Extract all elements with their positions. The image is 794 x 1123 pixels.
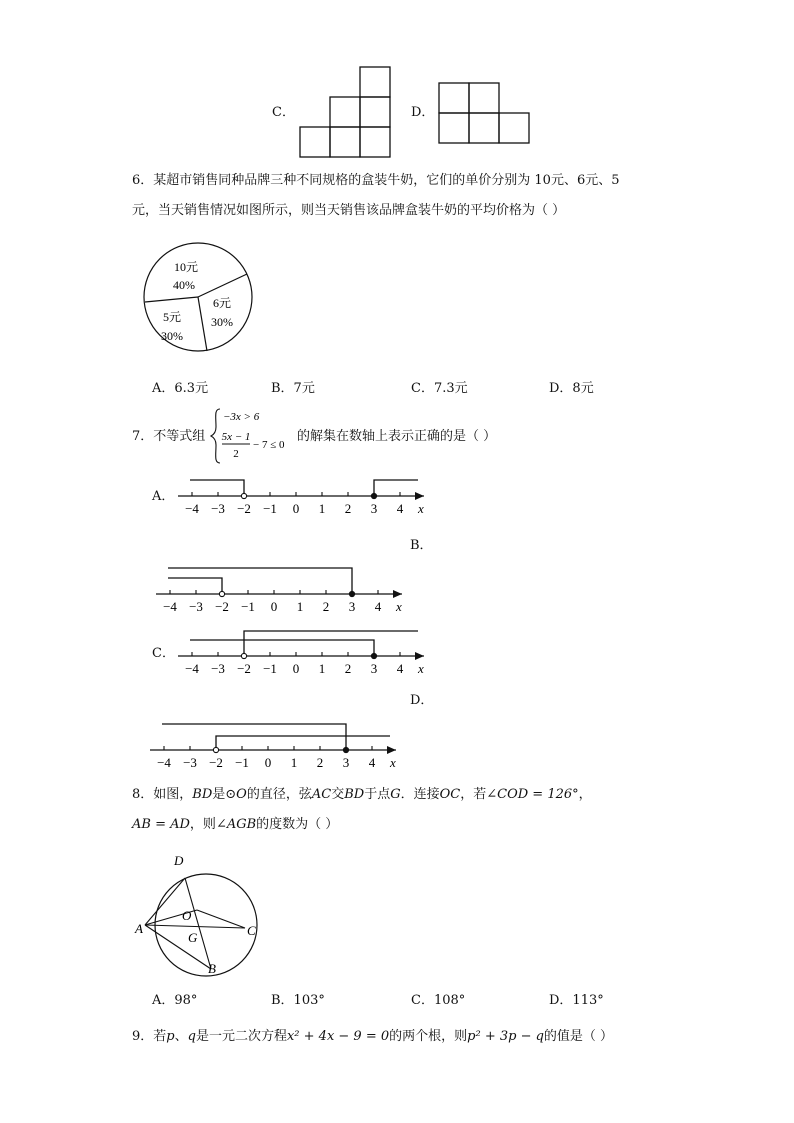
q8-circle-figure bbox=[130, 848, 270, 978]
q6-pie-chart bbox=[130, 240, 274, 360]
axis-var-label: x bbox=[390, 755, 396, 770]
q7-suffix: 的解集在数轴上表示正确的是（ ） bbox=[297, 429, 497, 444]
point-o: O bbox=[182, 908, 192, 923]
tick-label: 4 bbox=[368, 755, 376, 770]
point-c: C bbox=[247, 923, 256, 938]
axis-arrow-icon bbox=[415, 652, 424, 660]
closed-point bbox=[371, 493, 376, 498]
tick-label: −3 bbox=[211, 501, 225, 516]
pie-divider-c bbox=[145, 297, 198, 302]
tick-label: 4 bbox=[396, 661, 404, 676]
tick-label: −2 bbox=[215, 599, 229, 614]
open-point bbox=[213, 747, 218, 752]
tick-label: −3 bbox=[189, 599, 203, 614]
tick-label: 2 bbox=[316, 755, 324, 770]
tick-label: 3 bbox=[342, 755, 350, 770]
q6-option-a: A．6.3元 bbox=[152, 381, 209, 396]
q8-line1: 8．如图，BD是⊙O的直径，弦AC交BD于点G．连接OC，若∠COD = 126°， bbox=[132, 787, 592, 802]
circle-o bbox=[155, 874, 257, 976]
tick-label: 1 bbox=[318, 501, 326, 516]
q8-line2: AB = AD，则∠AGB的度数为（ ） bbox=[132, 817, 339, 832]
point-d: D bbox=[174, 853, 184, 868]
closed-point bbox=[371, 653, 376, 658]
tick-label: 4 bbox=[374, 599, 382, 614]
q7-number-line-b bbox=[154, 556, 424, 618]
pie-divider-a bbox=[198, 274, 247, 297]
pie-slice-label-5: 5元 bbox=[162, 310, 182, 324]
q5-figure-c bbox=[296, 64, 392, 160]
tick-label: 3 bbox=[370, 501, 378, 516]
q7-ineq2-num: 5x − 1 bbox=[221, 431, 251, 443]
tick-label: 0 bbox=[264, 755, 272, 770]
axis-arrow-icon bbox=[393, 590, 402, 598]
pie-slice-label-6: 6元 bbox=[212, 296, 232, 310]
q7-ineq1: −3x > 6 bbox=[223, 411, 260, 423]
tick-label: −1 bbox=[263, 501, 277, 516]
q6-option-c: C．7.3元 bbox=[411, 381, 468, 396]
pie-slice-pct-6: 30% bbox=[211, 315, 233, 329]
tick-label: −2 bbox=[237, 501, 251, 516]
open-point bbox=[241, 493, 246, 498]
tick-label: −2 bbox=[209, 755, 223, 770]
tick-label: −1 bbox=[235, 755, 249, 770]
brace-icon bbox=[211, 409, 220, 463]
tick-label: 1 bbox=[318, 661, 326, 676]
tick-label: 2 bbox=[322, 599, 330, 614]
q7-label-c: C． bbox=[152, 646, 175, 661]
tick-label: 0 bbox=[292, 501, 300, 516]
tick-label: 1 bbox=[290, 755, 298, 770]
q7-number-line-d bbox=[148, 712, 418, 774]
pie-slice-pct-10: 40% bbox=[173, 278, 195, 292]
pie-divider-b bbox=[198, 297, 207, 351]
tick-label: −4 bbox=[185, 501, 199, 516]
tick-label: 0 bbox=[292, 661, 300, 676]
q7-ineq2-den: 2 bbox=[233, 448, 239, 460]
q9-line: 9．若p、q是一元二次方程x² + 4x − 9 = 0的两个根，则p² + 3p − q的值是（ ） bbox=[132, 1029, 614, 1044]
tick-label: 3 bbox=[348, 599, 356, 614]
axis-var-label: x bbox=[396, 599, 402, 614]
axis-arrow-icon bbox=[387, 746, 396, 754]
tick-label: −4 bbox=[163, 599, 177, 614]
q7-ineq2-rest: − 7 ≤ 0 bbox=[253, 439, 285, 451]
axis-var-label: x bbox=[418, 661, 424, 676]
q8-option-b: B．103° bbox=[271, 993, 325, 1008]
open-point bbox=[241, 653, 246, 658]
q7-label-a: A． bbox=[152, 489, 175, 504]
point-a: A bbox=[135, 921, 143, 936]
tick-label: 3 bbox=[370, 661, 378, 676]
point-b: B bbox=[208, 961, 216, 976]
tick-label: −1 bbox=[263, 661, 277, 676]
axis-var-label: x bbox=[418, 501, 424, 516]
q7-number-line-a bbox=[176, 470, 446, 520]
q6-line1: 6．某超市销售同种品牌三种不同规格的盒装牛奶，它们的单价分别为 10元、6元、5 bbox=[132, 173, 620, 188]
tick-label: 2 bbox=[344, 501, 352, 516]
tick-label: −1 bbox=[241, 599, 255, 614]
q8-option-c: C．108° bbox=[411, 993, 466, 1008]
tick-label: 0 bbox=[270, 599, 278, 614]
tick-label: −2 bbox=[237, 661, 251, 676]
point-g: G bbox=[188, 930, 198, 945]
pie-slice-label-10: 10元 bbox=[173, 260, 199, 274]
q8-option-a: A．98° bbox=[152, 993, 198, 1008]
q7-label-d: D． bbox=[410, 693, 434, 708]
tick-label: −3 bbox=[183, 755, 197, 770]
tick-label: −4 bbox=[157, 755, 171, 770]
tick-label: −4 bbox=[185, 661, 199, 676]
pie-slice-pct-5: 30% bbox=[161, 329, 183, 343]
q5-figure-d bbox=[436, 80, 532, 146]
solution-ray bbox=[374, 480, 418, 496]
q5-label-c: C． bbox=[272, 105, 295, 120]
closed-point bbox=[349, 591, 354, 596]
q5-label-d: D． bbox=[411, 105, 435, 120]
axis-arrow-icon bbox=[415, 492, 424, 500]
q7-prefix: 7．不等式组 bbox=[132, 429, 206, 444]
tick-label: 4 bbox=[396, 501, 404, 516]
tick-label: 2 bbox=[344, 661, 352, 676]
solution-ray bbox=[190, 480, 244, 496]
solution-ray bbox=[168, 578, 222, 594]
tick-label: 1 bbox=[296, 599, 304, 614]
q7-label-b: B． bbox=[410, 538, 433, 553]
q7-inequality-system bbox=[210, 405, 298, 465]
closed-point bbox=[343, 747, 348, 752]
q6-option-b: B．7元 bbox=[271, 381, 315, 396]
open-point bbox=[219, 591, 224, 596]
q6-option-d: D．8元 bbox=[549, 381, 594, 396]
q8-option-d: D．113° bbox=[549, 993, 604, 1008]
q6-line2: 元，当天销售情况如图所示，则当天销售该品牌盒装牛奶的平均价格为（ ） bbox=[132, 203, 566, 218]
q7-number-line-c bbox=[176, 622, 446, 680]
tick-label: −3 bbox=[211, 661, 225, 676]
